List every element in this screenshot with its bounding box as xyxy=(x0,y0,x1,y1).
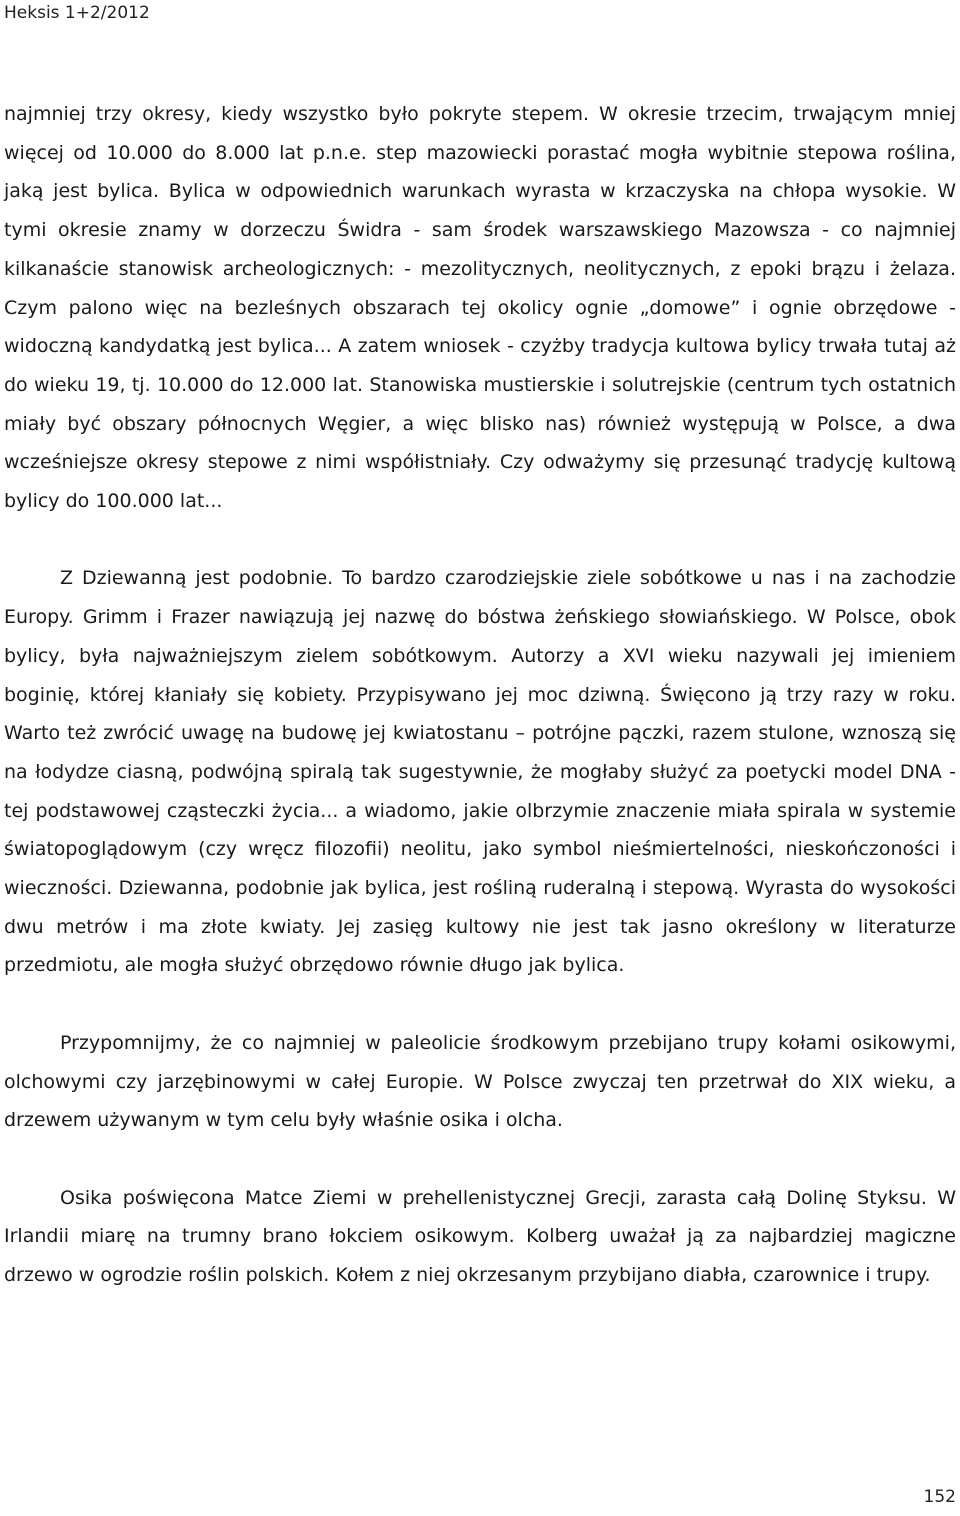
paragraph-osika: Osika poświęcona Matce Ziemi w prehellenistycznej Grecji, zarasta całą Dolinę Styksu. W Irlandii miarę na trumny brano łokciem osikowym. Kolberg uważał ją za najbardziej magiczne drzewo w ogrodzie roślin polskich. Kołem z niej okrzesanym przybijano diabła, czarownice i trupy. xyxy=(4,1186,956,1287)
paragraph-przypomnijmy: Przypomnijmy, że co najmniej w paleolicie środkowym przebijano trupy kołami osikowymi, olchowymi czy jarzębinowymi w całej Europie. W Polsce zwyczaj ten przetrwał do XIX wieku, a drzewem używanym w tym celu były właśnie osika i olcha. xyxy=(4,1031,956,1132)
running-header: Heksis 1+2/2012 xyxy=(4,3,150,23)
paragraph-dziewanna: Z Dziewanną jest podobnie. To bardzo czarodziejskie ziele sobótkowe u nas i na zachodzie Europy. Grimm i Frazer nawiązują jej nazwę do bóstwa żeńskiego słowiańskiego. W Polsce, obok bylicy, była najważniejszym zielem sobótkowym. Autorzy a XVI wieku nazywali jej imieniem boginię, której kłaniały się kobiety. Przypisywano jej moc dziwną. Święcono ją trzy razy w roku. Warto też zwrócić uwagę na budowę jej kwiatostanu – potrójne pączki, razem stulone, wznoszą się na łodydze ciasną, podwójną spiralą tak sugestywnie, że mogłaby służyć za poetycki model DNA - tej podstawowej cząsteczki życia... a wiadomo, jakie olbrzymie znaczenie miała spirala w systemie światopoglądowym (czy wręcz filozofii) neolitu, jako symbol nieśmiertelności, nieskończoności i wieczności. Dziewanna, podobnie jak bylica, jest rośliną ruderalną i stepową. Wyrasta do wysokości dwu metrów i ma złote kwiaty. Jej zasięg kultowy nie jest tak jasno określony w literaturze przedmiotu, ale mogła służyć obrzędowo równie długo jak bylica. xyxy=(4,567,956,977)
article-body xyxy=(4,95,956,1295)
paragraph-bylica: najmniej trzy okresy, kiedy wszystko było pokryte stepem. W okresie trzecim, trwającym mniej więcej od 10.000 do 8.000 lat p.n.e. step mazowiecki porastać mogła wybitnie stepowa roślina, jaką jest bylica. Bylica w odpowiednich warunkach wyrasta w krzaczyska na chłopa wysokie. W tymi okresie znamy w dorzeczu Świdra - sam środek warszawskiego Mazowsza - co najmniej kilkanaście stanowisk archeologicznych: - mezolitycznych, neolitycznych, z epoki brązu i żelaza. Czym palono więc na bezleśnych obszarach tej okolicy ognie „domowe” i ognie obrzędowe - widoczną kandydatką jest bylica... A zatem wniosek - czyżby tradycja kultowa bylicy trwała tutaj aż do wieku 19, tj. 10.000 do 12.000 lat. Stanowiska mustierskie i solutrejskie (centrum tych ostatnich miały być obszary północnych Węgier, a więc blisko nas) również występują w Polsce, a dwa wcześniejsze okresy stepowe z nimi współistniały. Czy odważymy się przesunąć tradycję kultową bylicy do 100.000 lat... xyxy=(4,103,956,513)
page-number: 152 xyxy=(923,1487,956,1507)
